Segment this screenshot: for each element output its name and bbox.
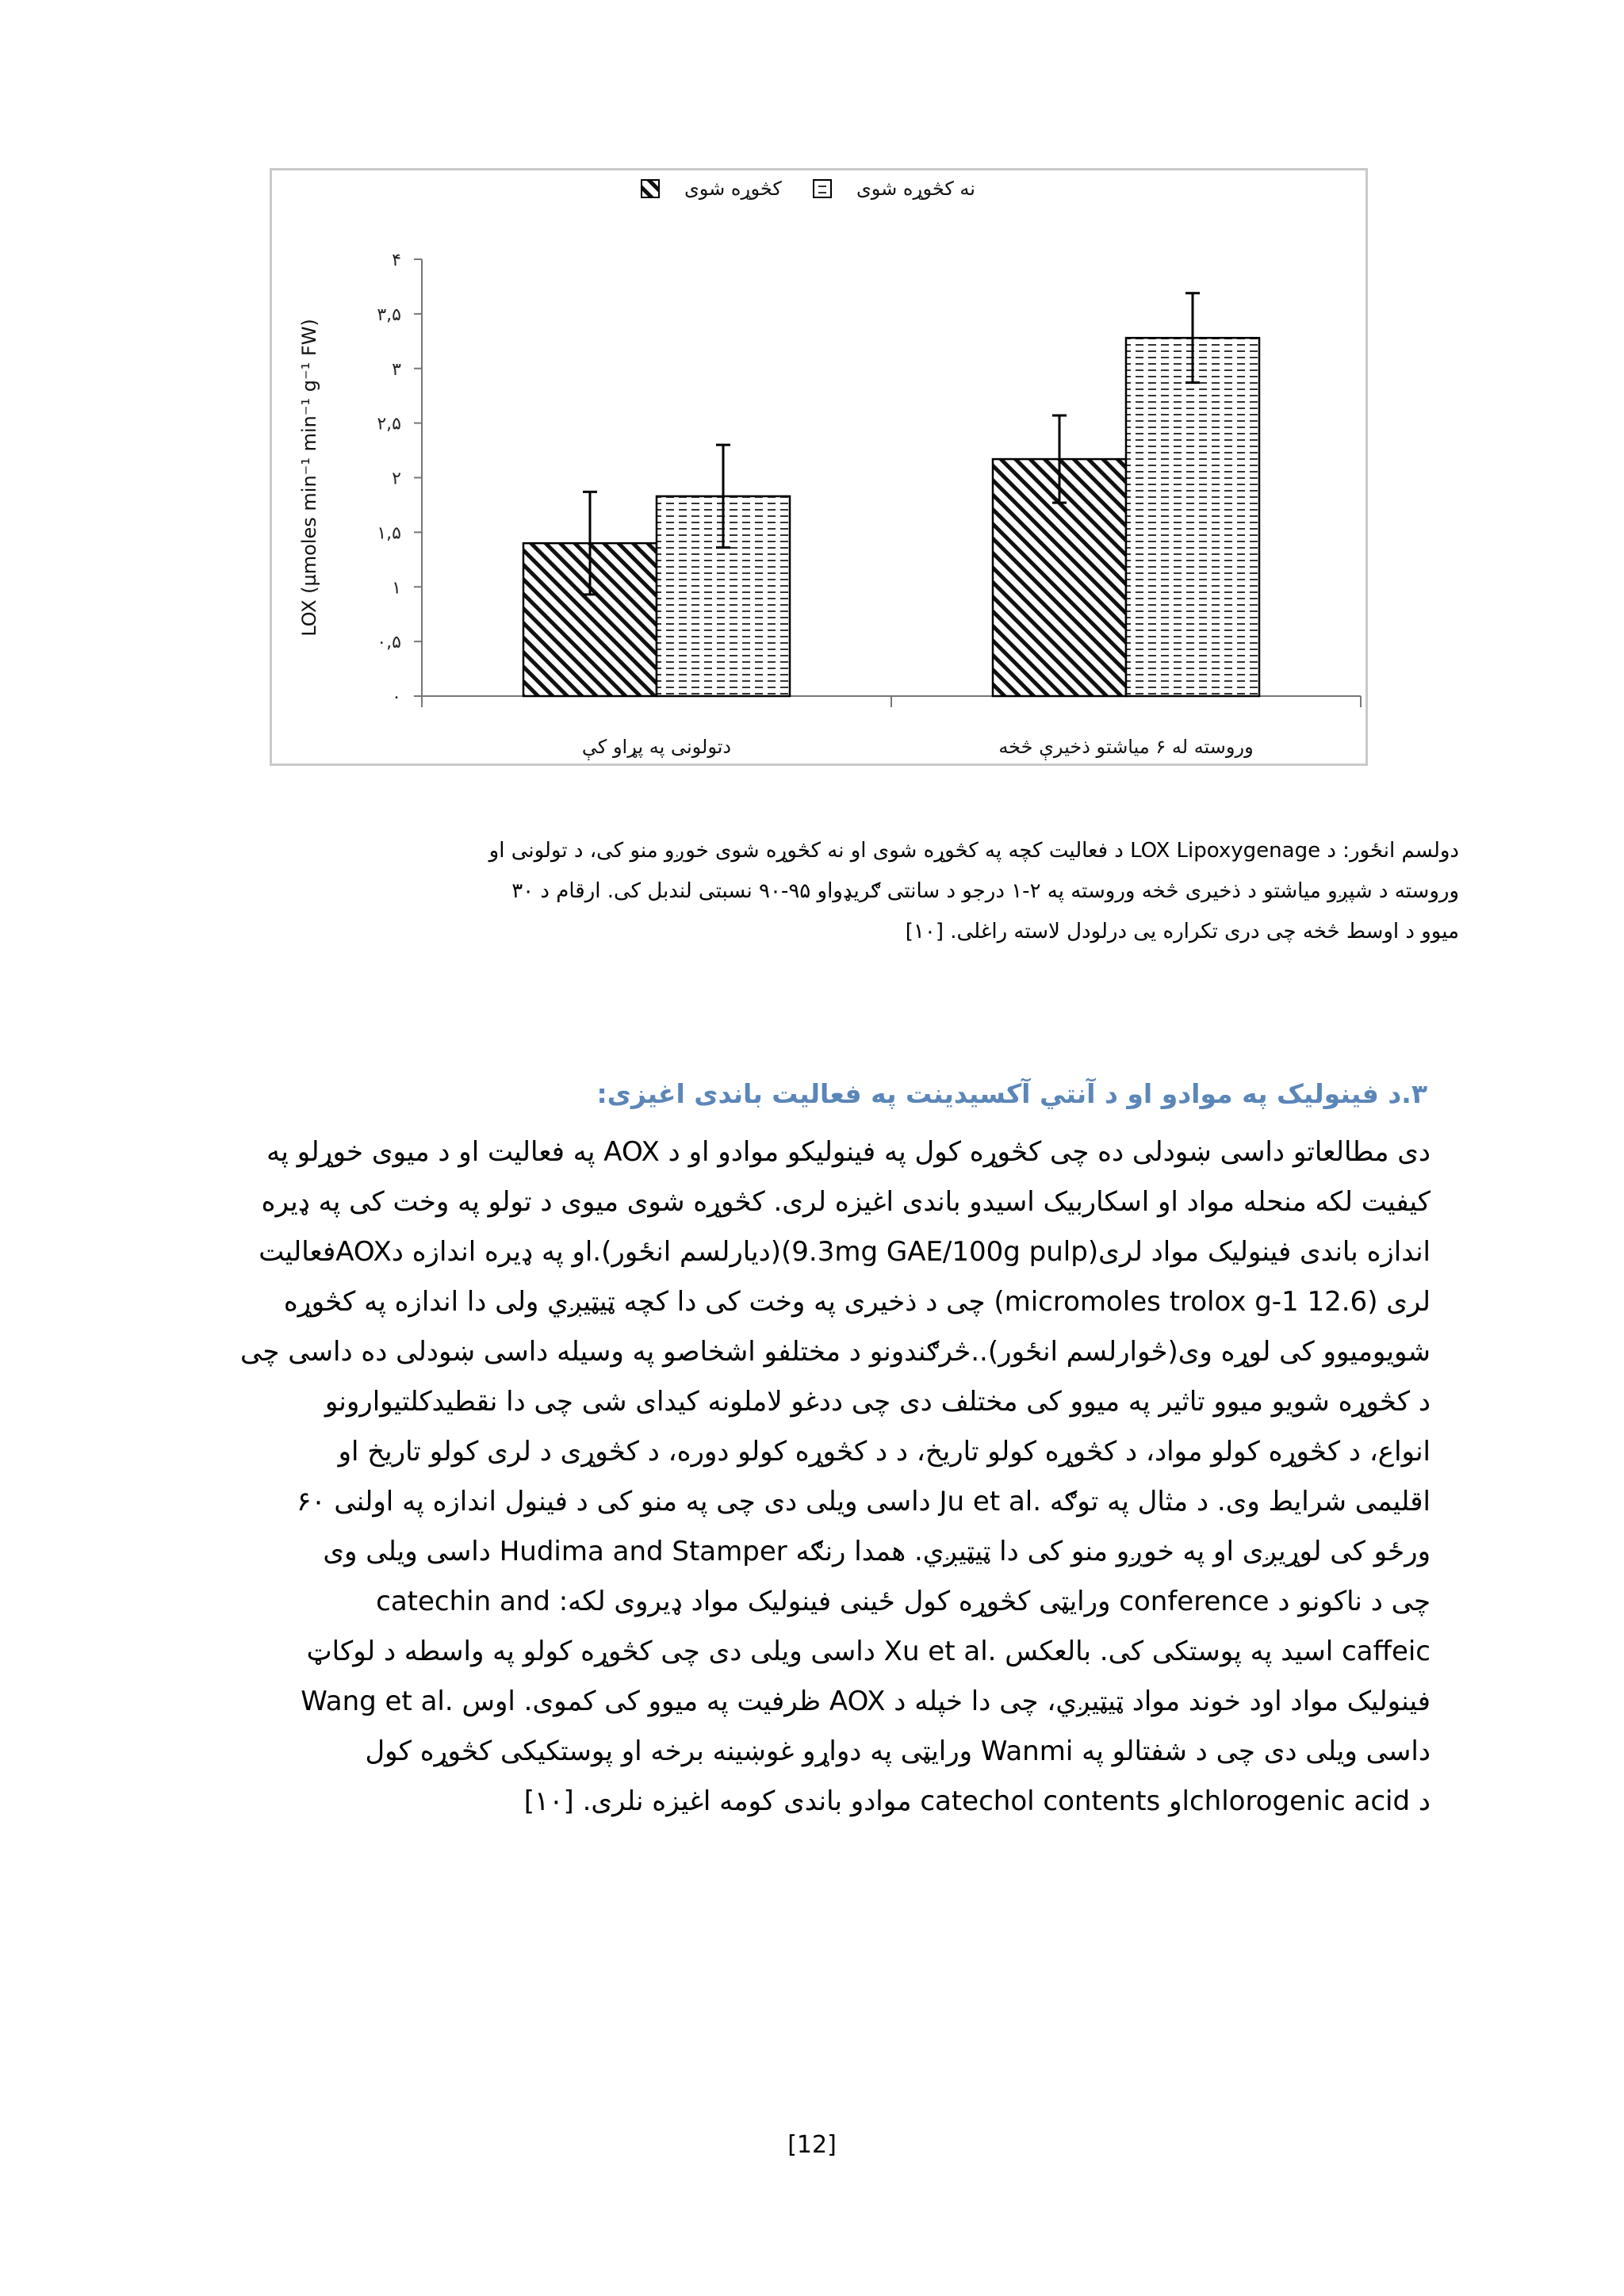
y-tick-label: ۱,۵ — [377, 523, 401, 544]
caption-line: وروسته د شپږو میاشتو د ذخیری څخه وروسته په ۲-۱ درجو د سانتی ګریډواو ۹۵-۹۰ نسبتی لندبل کی. ارقام د ۳۰ — [511, 879, 1459, 903]
y-tick-label: ۰,۵ — [377, 633, 401, 653]
body-line: شویومیوو کی لوړه وی(څوارلسم انځور)..څرګندونو د مختلفو اشخاصو په وسیله داسی ښودلی ده داسی چی — [240, 1336, 1431, 1368]
body-line: دی مطالعاتو داسی ښودلی ده چی کڅوړه کول په فینولیکو موادو او د AOX په فعالیت او د میوی خوړلو په — [266, 1136, 1431, 1168]
bar — [1126, 338, 1259, 696]
y-tick-label: ۳,۵ — [377, 304, 401, 325]
body-paragraph — [195, 1127, 1431, 1827]
body-line: فینولیک مواد اود خوند مواد ټیټیږي، چی دا خپله د AOX ظرفیت په میوو کی کموی. اوس .Wang et al — [301, 1686, 1431, 1717]
body-line: د chlorogenic acidاو catechol contents موادو باندی کومه اغیزه نلری. [۱۰] — [523, 1785, 1431, 1817]
y-tick-label: ۴ — [392, 251, 401, 270]
x-category-label: وروسته له ۶ میاشتو ذخیرې څخه — [998, 736, 1254, 758]
y-axis-label: LOX (µmoles min⁻¹ min⁻¹ g⁻¹ FW) — [298, 319, 320, 637]
body-line: داسی ویلی دی چی د شفتالو په Wanmi ورایټی په دواړو غوښینه برخه او پوستکیکی کڅوړه کول — [365, 1735, 1431, 1767]
caption-line: دولسم انځور: د LOX Lipoxygenage د فعالیت کچه په کڅوړه شوی او نه کڅوړه شوی خوږو منو کی، د تولونی او — [488, 839, 1459, 863]
y-tick-label: ۳ — [392, 359, 401, 380]
chart-bars — [523, 293, 1259, 696]
body-line: چی د ناکونو د conference ورایټی کڅوړه کول ځینی فینولیک مواد ډیروی لکه: catechin and — [376, 1586, 1431, 1617]
chart-legend — [642, 178, 975, 201]
body-line: اقلیمی شرایط وی. د مثال په توګه .Ju et al داسی ویلی دی چی په منو کی د فینول اندازه په اولنی ۶۰ — [297, 1486, 1431, 1517]
legend-swatch — [814, 180, 831, 197]
body-line: ورځو کی لوړیږی او په خوږو منو کی دا ټیټیږي. همدا رنګه Hudima and Stamper داسی ویلی وی — [323, 1536, 1431, 1567]
body-line: لری (12.6 micromoles trolox g-1) چی د ذخیری په وخت کی دا کچه ټیټیږي ولی دا اندازه په کڅوړه — [283, 1286, 1431, 1318]
body-line: انواع، د کڅوړه کولو مواد، د کڅوړه کولو تاریخ، د د کڅوړه کولو دوره، د کڅوړی د لری کولو تاریخ او — [338, 1436, 1431, 1468]
page-number: [12] — [787, 2131, 837, 2159]
body-line: اندازه باندی فینولیک مواد لری(9.3mg GAE/100g pulp)(دیارلسم انځور).او په ډیره اندازه دAOXفعالیت — [259, 1236, 1431, 1268]
y-tick-label: ۲,۵ — [377, 414, 401, 434]
body-line: caffeic اسید په پوستکی کی. بالعکس .Xu et al داسی ویلی دی چی کڅوړه کولو په واسطه د لوکاټ — [306, 1636, 1431, 1667]
caption-line: میوو د اوسط څخه چی دری تکراره یی درلودل لاسته راغلی. [۱۰] — [905, 920, 1459, 943]
section-heading: ۳.د فینولیک په موادو او د آنتي آکسیدینت په فعالیت باندی اغیزی: — [596, 1078, 1427, 1109]
figure-caption — [317, 831, 1459, 952]
x-category-label: دتولونی په پړاو کې — [581, 736, 732, 758]
y-tick-label: ۱ — [392, 578, 401, 599]
legend-swatch — [642, 180, 659, 197]
y-tick-label: ۲ — [392, 469, 401, 489]
lox-bar-chart — [270, 168, 1368, 766]
body-line: د کڅوړه شویو میوو تاثیر په میوو کی مختلف دی چی ددغو لاملونه کیدای شی چی دا نقطیدکلتیوارونو — [324, 1386, 1431, 1418]
y-tick-label: ۰ — [392, 687, 401, 707]
legend-label: نه کڅوړه شوی — [856, 178, 975, 200]
chart-canvas — [272, 170, 1365, 763]
body-line: کیفیت لکه منحله مواد او اسکاربیک اسیدو باندی اغیزه لری. کڅوړه شوی میوی د تولو په وخت کی په ډیره — [261, 1186, 1431, 1218]
legend-label: کڅوړه شوی — [684, 178, 782, 200]
